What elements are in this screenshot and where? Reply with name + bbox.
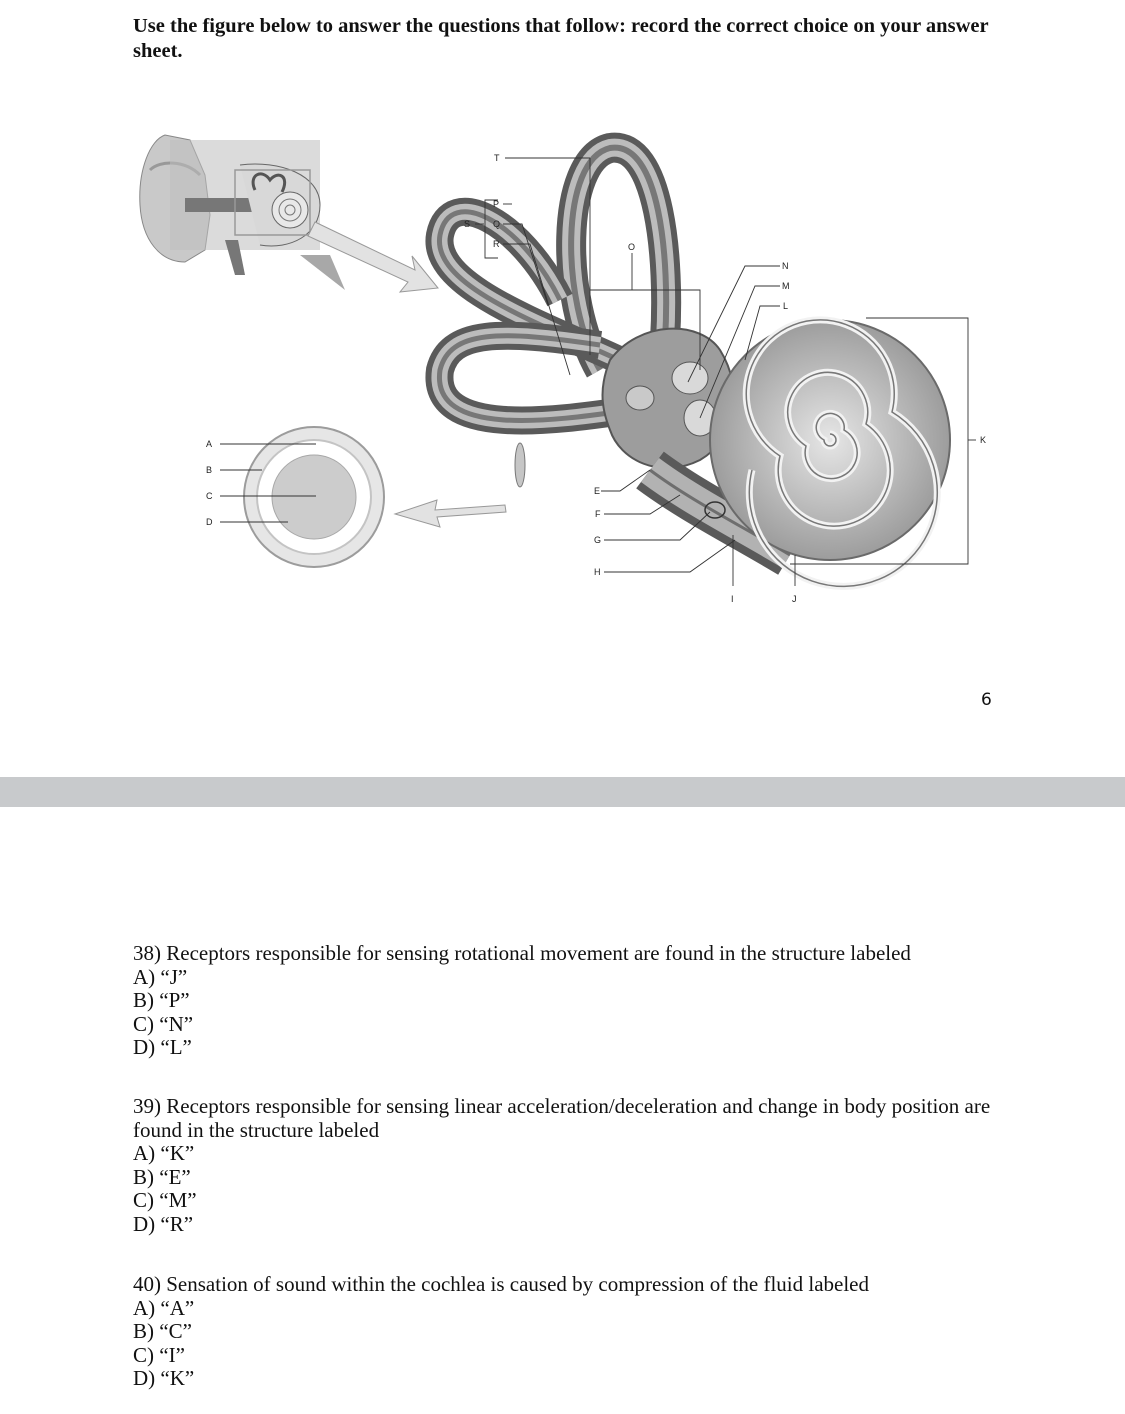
figure-label-k: K	[980, 435, 987, 445]
cochlear-cross-section	[244, 427, 384, 567]
figure-label-s: S	[464, 219, 471, 229]
page-number: 6	[981, 690, 992, 710]
figure-label-m: M	[782, 281, 790, 291]
question-39	[133, 1095, 1013, 1236]
answer-option-d: D) “L”	[133, 1035, 192, 1059]
answer-option-a: A) “K”	[133, 1141, 195, 1165]
figure-label-o: O	[628, 242, 636, 252]
answer-option-b: B) “C”	[133, 1319, 192, 1343]
figure-label-i: I	[731, 594, 734, 604]
figure-label-t: T	[494, 153, 500, 163]
figure-label-q: Q	[493, 219, 501, 229]
answer-option-a: A) “A”	[133, 1295, 195, 1320]
answer-option-d: D) “R”	[133, 1211, 194, 1236]
page-divider	[0, 777, 1125, 807]
figure-label-p: P	[493, 199, 500, 209]
cross-section-arrow	[395, 500, 506, 527]
question-stem: 40) Sensation of sound within the cochlea is caused by compression of the fluid labeled	[133, 1272, 869, 1296]
answer-options	[133, 1297, 1013, 1391]
answer-option-d: D) “K”	[133, 1366, 195, 1390]
answer-option-a: A) “J”	[133, 964, 188, 989]
figure-label-n: N	[782, 261, 789, 271]
question-40	[133, 1273, 1013, 1391]
question-38	[133, 942, 1013, 1060]
answer-option-b: B) “E”	[133, 1164, 191, 1189]
figure-label-c: C	[206, 491, 213, 501]
ear-overview-thumbnail	[140, 135, 345, 290]
question-stem: 39) Receptors responsible for sensing linear acceleration/deceleration and change in body position are found in the structure labeled	[133, 1094, 991, 1142]
figure-label-j: J	[792, 594, 797, 604]
answer-option-c: C) “I”	[133, 1342, 185, 1367]
figure-label-f: F	[595, 509, 601, 519]
figure-label-l: L	[783, 301, 789, 311]
question-stem: 38) Receptors responsible for sensing rotational movement are found in the structure labeled	[133, 941, 911, 965]
figure-label-r: R	[493, 239, 500, 249]
figure-label-a: A	[206, 439, 213, 449]
instructions-text: Use the figure below to answer the questions that follow: record the correct choice on your answer sheet.	[133, 15, 989, 62]
answer-options	[133, 966, 1013, 1060]
figure-label-b: B	[206, 465, 213, 475]
answer-options	[133, 1142, 1013, 1236]
answer-option-c: C) “N”	[133, 1011, 194, 1036]
figure-label-e: E	[594, 486, 601, 496]
answer-option-b: B) “P”	[133, 988, 190, 1012]
figure-label-d: D	[206, 517, 213, 527]
figure-label-g: G	[594, 535, 602, 545]
figure-label-h: H	[594, 567, 601, 577]
answer-option-c: C) “M”	[133, 1188, 197, 1212]
